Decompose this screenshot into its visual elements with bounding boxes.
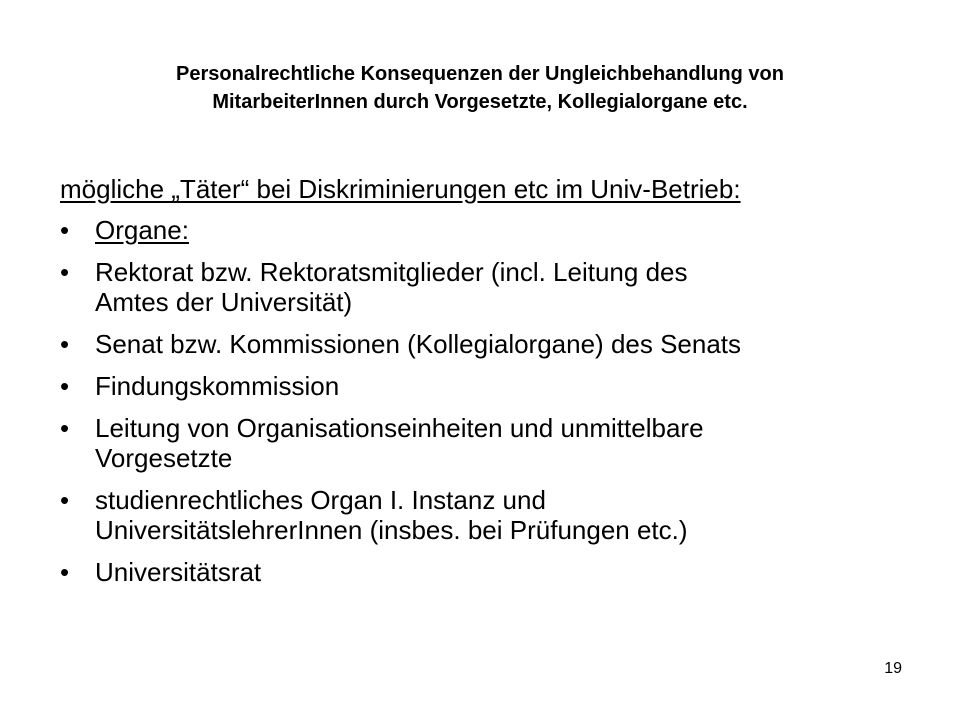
bullet-text-continuation: Amtes der Universität) — [95, 287, 353, 317]
bullet-item-organe — [60, 215, 920, 245]
bullet-text-continuation: UniversitätslehrerInnen (insbes. bei Prüfungen etc.) — [95, 515, 688, 545]
bullet-dot: • — [60, 371, 70, 401]
slide-title-line-2: MitarbeiterInnen durch Vorgesetzte, Kollegialorgane etc. — [212, 91, 748, 113]
bullet-text: Senat bzw. Kommissionen (Kollegialorgane) des Senats — [95, 329, 742, 359]
bullet-text: Leitung von Organisationseinheiten und unmittelbare — [95, 413, 704, 443]
bullet-dot: • — [60, 257, 70, 287]
bullet-text: Organe: — [95, 215, 189, 245]
bullet-item-senat — [60, 329, 920, 359]
bullet-dot: • — [60, 485, 70, 515]
bullet-item-studienrechtliches-organ — [60, 485, 920, 545]
bullet-text-continuation: Vorgesetzte — [95, 443, 233, 473]
bullet-dot: • — [60, 413, 70, 443]
bullet-dot: • — [60, 215, 70, 245]
bullet-text: Universitätsrat — [95, 557, 262, 587]
bullet-dot: • — [60, 329, 70, 359]
bullet-item-findungskommission — [60, 371, 920, 401]
slide-title — [40, 60, 920, 116]
bullet-list — [60, 215, 920, 599]
slide-title-line-1: Personalrechtliche Konsequenzen der Ungleichbehandlung von — [176, 63, 784, 85]
bullet-item-rektorat — [60, 257, 920, 317]
bullet-text: Findungskommission — [95, 371, 340, 401]
bullet-item-leitung — [60, 413, 920, 473]
bullet-text: studienrechtliches Organ I. Instanz und — [95, 485, 546, 515]
bullet-text: Rektorat bzw. Rektoratsmitglieder (incl. Leitung des — [95, 257, 688, 287]
bullet-item-universitaetsrat — [60, 557, 920, 587]
section-heading: mögliche „Täter“ bei Diskriminierungen etc im Univ-Betrieb: — [60, 174, 741, 204]
bullet-dot: • — [60, 557, 70, 587]
page-number: 19 — [884, 660, 902, 677]
